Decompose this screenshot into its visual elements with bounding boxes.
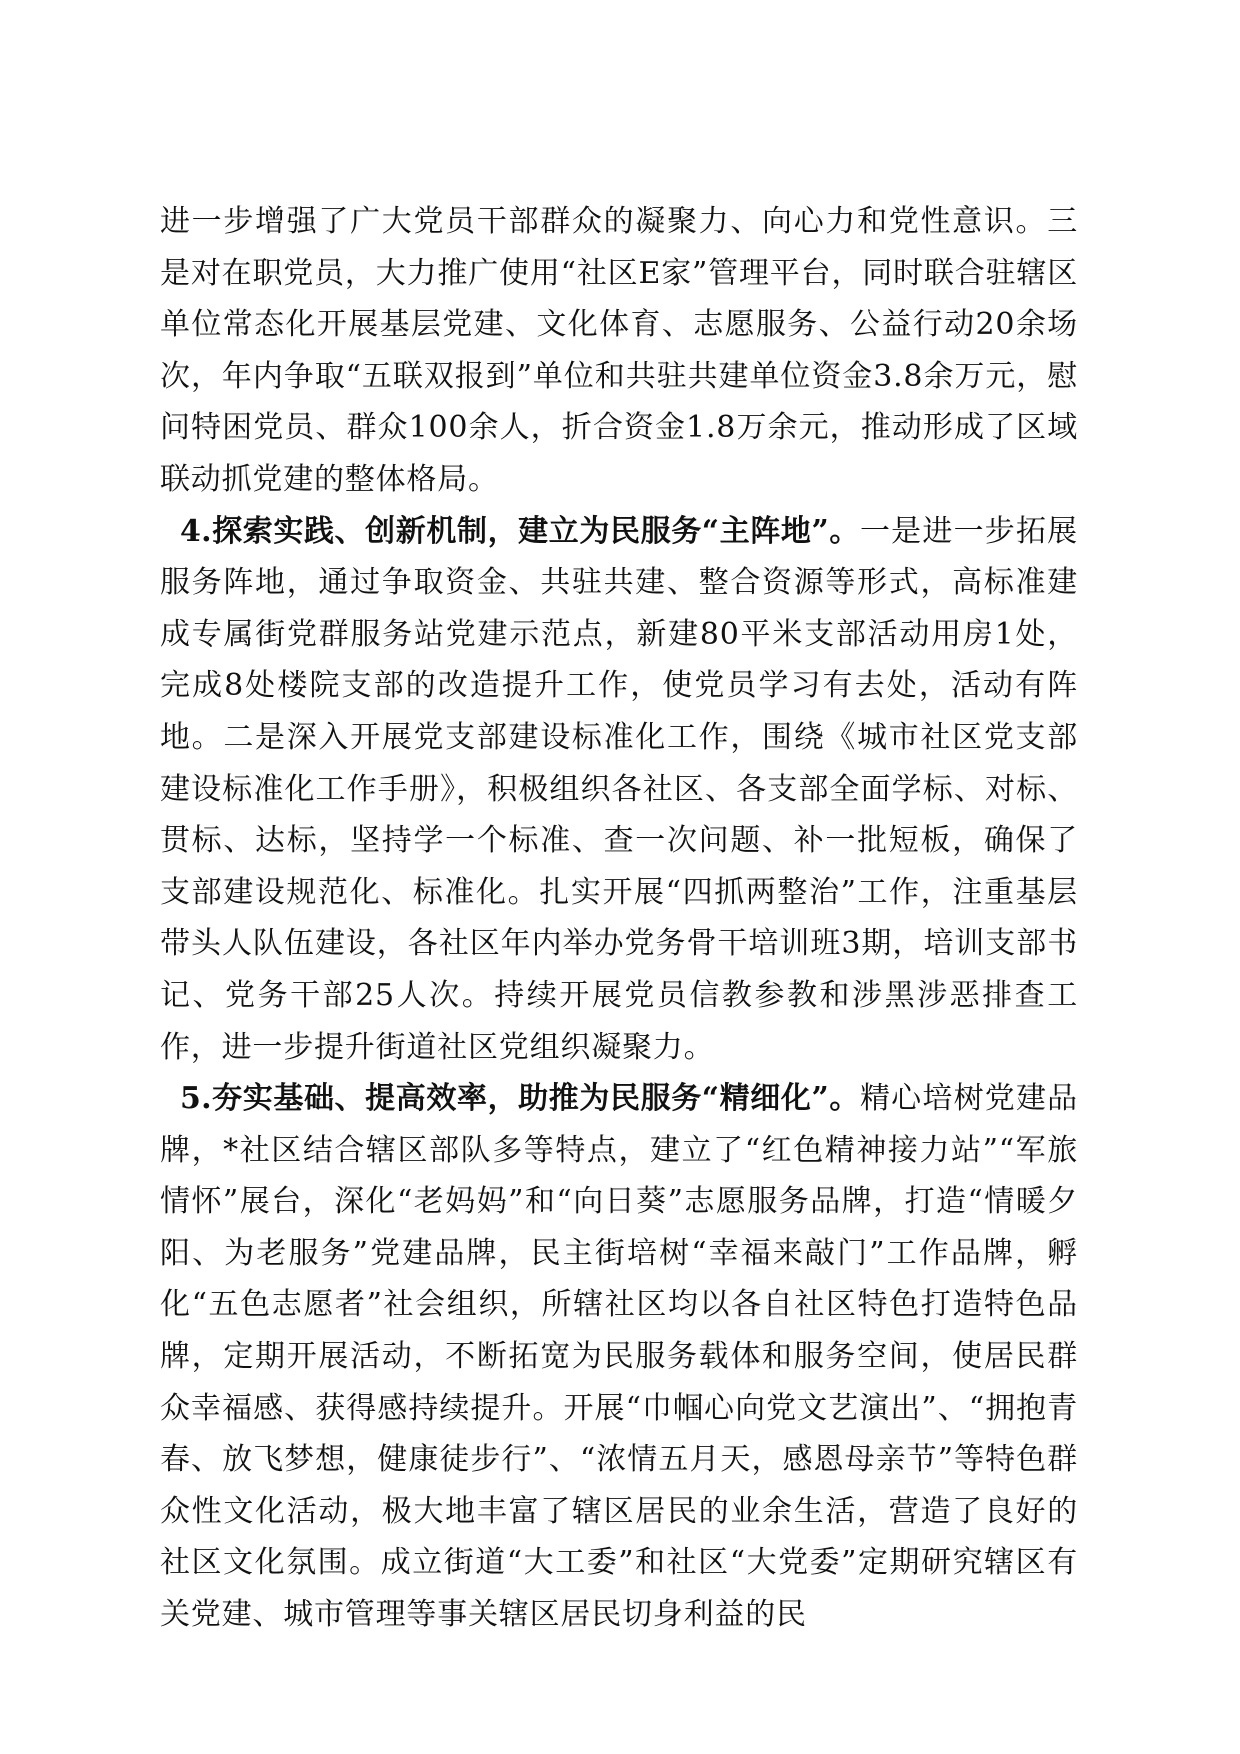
paragraph-text: 一是进一步拓展服务阵地，通过争取资金、共驻共建、整合资源等形式，高标准建成专属街党群服务站党建示范点，新建80平米支部活动用房1处，完成8处楼院支部的改造提升工作，使党员学习有去处，活动有阵地。二是深入开展党支部建设标准化工作，围绕《城市社区党支部建设标准化工作手册》，积极组织各社区、各支部全面学标、对标、贯标、达标，坚持学一个标准、查一次问题、补一批短板，确保了支部建设规范化、标准化。扎实开展“四抓两整治”工作，注重基层带头人队伍建设，各社区年内举办党务骨干培训班3期，培训支部书记、党务干部25人次。持续开展党员信教参教和涉黑涉恶排查工作，进一步提升街道社区党组织凝聚力。	[160, 513, 1078, 1065]
paragraph-text: 进一步增强了广大党员干部群众的凝聚力、向心力和党性意识。三是对在职党员，大力推广使用“社区E家”管理平台，同时联合驻辖区单位常态化开展基层党建、文化体育、志愿服务、公益行动20余场次，年内争取“五联双报到”单位和共驻共建单位资金3.8余万元，慰问特困党员、群众100余人，折合资金1.8万余元，推动形成了区域联动抓党建的整体格局。	[160, 204, 1078, 497]
section-4-heading: 4.探索实践、创新机制，建立为民服务“主阵地”。	[180, 513, 860, 549]
paragraph-section-4	[160, 506, 1078, 1074]
paragraph-continuation	[160, 196, 1078, 506]
document-body	[160, 196, 1078, 1641]
paragraph-text: 精心培树党建品牌，*社区结合辖区部队多等特点，建立了“红色精神接力站”“军旅情怀”展台，深化“老妈妈”和“向日葵”志愿服务品牌，打造“情暖夕阳、为老服务”党建品牌，民主街培树“幸福来敲门”工作品牌，孵化“五色志愿者”社会组织，所辖社区均以各自社区特色打造特色品牌，定期开展活动，不断拓宽为民服务载体和服务空间，使居民群众幸福感、获得感持续提升。开展“巾帼心向党文艺演出”、“拥抱青春、放飞梦想，健康徒步行”、“浓情五月天，感恩母亲节”等特色群众性文化活动，极大地丰富了辖区居民的业余生活，营造了良好的社区文化氛围。成立街道“大工委”和社区“大党委”定期研究辖区有关党建、城市管理等事关辖区居民切身利益的民	[160, 1081, 1078, 1633]
section-5-heading: 5.夯实基础、提高效率，助推为民服务“精细化”。	[180, 1081, 860, 1117]
paragraph-section-5	[160, 1073, 1078, 1641]
